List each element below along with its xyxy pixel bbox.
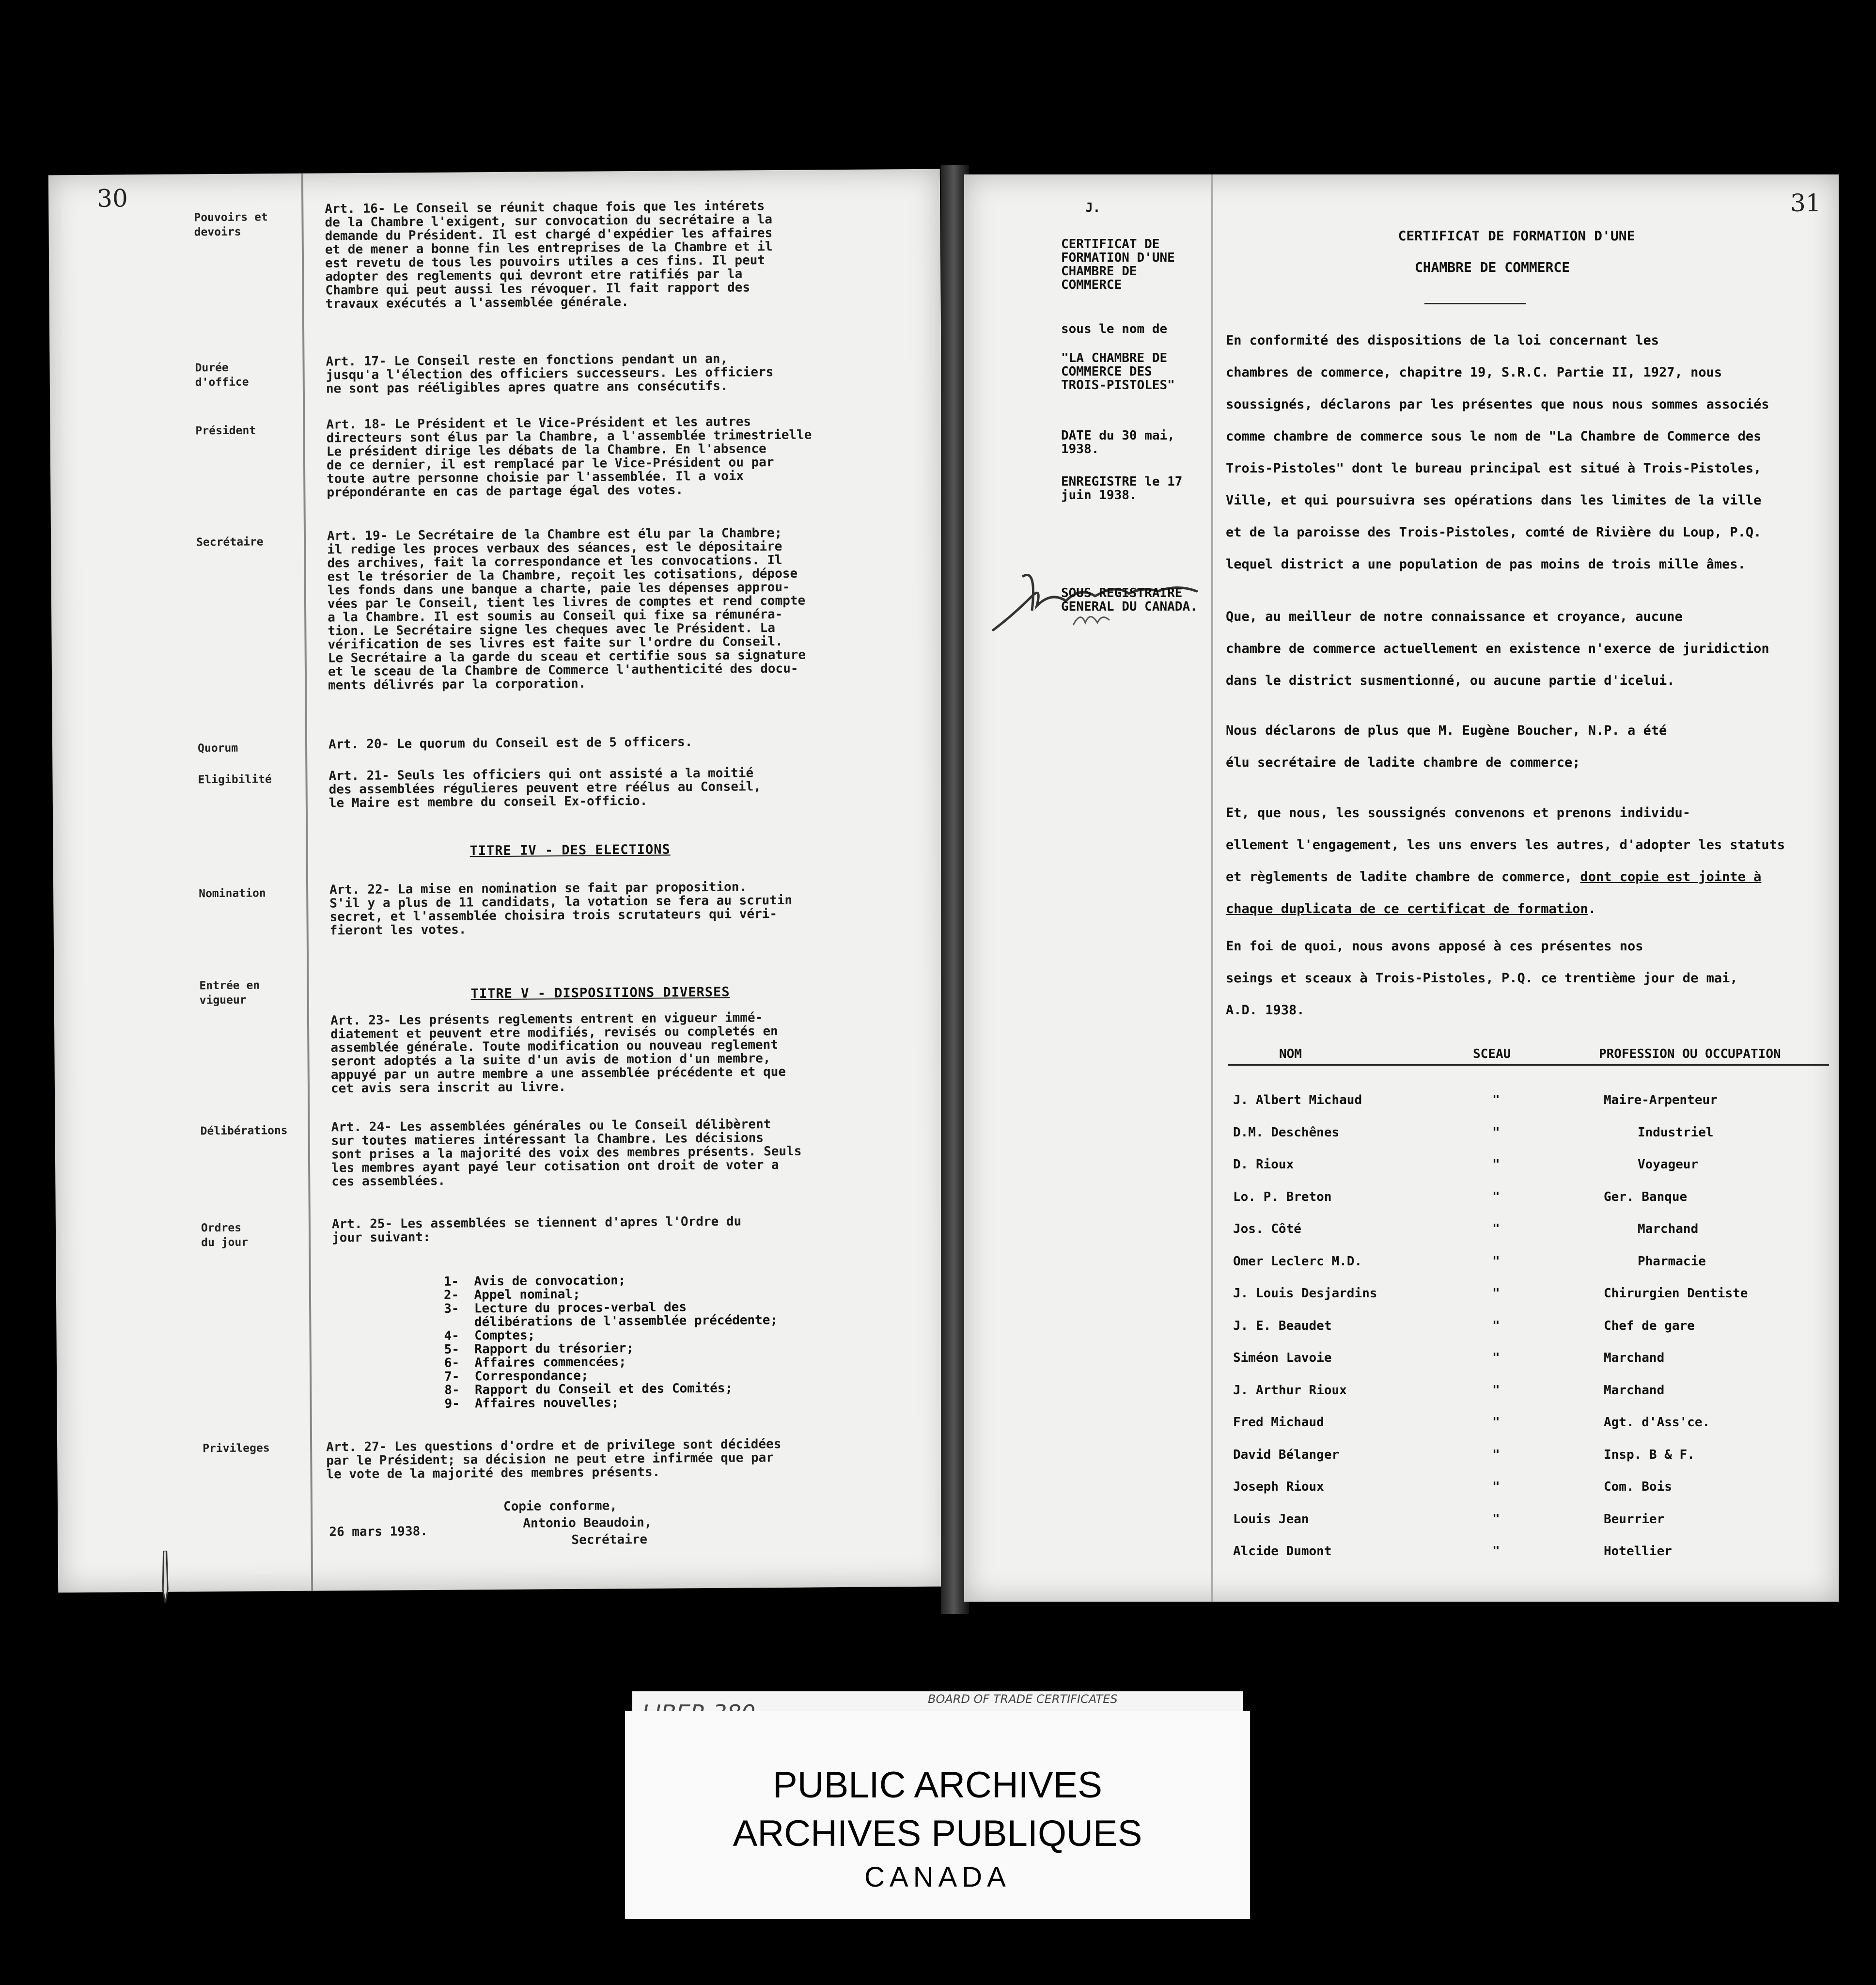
margin-label-president: Président xyxy=(195,424,256,438)
member-profession: Ger. Banque xyxy=(1604,1189,1688,1204)
margin-label-quorum: Quorum xyxy=(197,741,238,755)
member-seal: " xyxy=(1492,1447,1500,1462)
margin-label-pouvoirs: Pouvoirs et devoirs xyxy=(194,211,268,239)
table-row xyxy=(1228,1415,1858,1434)
initials-mark xyxy=(1071,606,1119,630)
table-row xyxy=(1228,1544,1858,1563)
agenda-item: 2- Appel nominal; xyxy=(443,1287,580,1303)
margin-label-secretaire: Secrétaire xyxy=(196,536,264,549)
member-profession: Com. Bois xyxy=(1604,1480,1672,1494)
member-profession: Voyageur xyxy=(1638,1157,1699,1172)
article-22: Art. 22- La mise en nomination se fait par proposition. S'il y a plus de 11 candidats, la votation se fera au scrutin secret, et l'assemblée choisira trois scrutateurs qui véri- fieront les votes. xyxy=(329,880,793,938)
header-nom: NOM xyxy=(1279,1047,1302,1061)
member-seal: " xyxy=(1492,1157,1500,1172)
margin-label-duree: Durée d'office xyxy=(195,361,249,389)
member-name: Lo. P. Breton xyxy=(1233,1189,1332,1204)
agenda-item: 8- Rapport du Conseil et des Comités; xyxy=(444,1381,733,1398)
certificate-heading-2: CHAMBRE DE COMMERCE xyxy=(1414,259,1570,275)
table-row xyxy=(1228,1286,1858,1306)
copie-conforme: Copie conforme, xyxy=(503,1498,617,1514)
margin-label-privileges: Privileges xyxy=(203,1442,270,1455)
side-date: DATE du 30 mai, 1938. xyxy=(1061,428,1175,457)
member-name: Louis Jean xyxy=(1233,1512,1309,1527)
table-row xyxy=(1228,1190,1858,1209)
article-18: Art. 18- Le Président et le Vice-Président et les autres directeurs sont élus par la Chambre, a l'assemblée trimestrielle Le président dirige les débats de la Chambre. En l'absence de ce dernier, il est remplacé par le Vice-Président ou par toute autre personne choisie par l'assemblée. Il a voix prépondérante en cas de partage égal des votes. xyxy=(326,414,812,500)
table-row xyxy=(1228,1319,1858,1338)
article-17: Art. 17- Le Conseil reste en fonctions pendant un an, jusqu'a l'élection des officiers successeurs. Les officiers ne sont pas rééligibles apres quatre ans consécutifs. xyxy=(326,351,774,396)
pen-icon xyxy=(155,1551,175,1604)
member-profession: Industriel xyxy=(1638,1125,1714,1140)
members-table xyxy=(1228,1093,1858,1577)
agenda-item: délibérations de l'assemblée précédente; xyxy=(444,1313,778,1330)
member-seal: " xyxy=(1492,1512,1500,1527)
paragraph-connaissance: Que, au meilleur de notre connaissance et croyance, aucune chambre de commerce actuellement en existence n'exerce de juridiction dans le district susmentionné, ou aucune partie d'icelui. xyxy=(1226,609,1769,688)
member-name: Joseph Rioux xyxy=(1233,1480,1324,1494)
member-seal: " xyxy=(1492,1318,1500,1333)
article-16: Art. 16- Le Conseil se réunit chaque fois que les intérets de la Chambre l'exigent, sur convocation du secrétaire a la demande du Président. Il est chargé d'expédier les affaires et de mener a bonne fin les entreprises de la Chambre et il est revetu de tous les pouvoirs utiles a ces fins. Il peut adopter des reglements qui devront etre ratifiés par la Chambre qui peut aussi les révoquer. Il fait rapport des travaux exécutés a l'assemblée générale. xyxy=(325,199,773,312)
table-row xyxy=(1228,1125,1858,1145)
article-24: Art. 24- Les assemblées générales ou le Conseil délibèrent sur toutes matieres intéressant la Chambre. Les décisions sont prises a la majorité des voix des membres présents. Seuls les membres ayant payé leur cotisation ont droit de voter a ces assemblées. xyxy=(331,1117,802,1189)
member-name: J. E. Beaudet xyxy=(1233,1318,1332,1333)
agenda-item: 4- Comptes; xyxy=(444,1328,535,1343)
left-page xyxy=(48,169,950,1593)
member-seal: " xyxy=(1492,1415,1500,1430)
member-seal: " xyxy=(1492,1544,1500,1559)
side-certificate-title: CERTIFICAT DE FORMATION D'UNE CHAMBRE DE COMMERCE xyxy=(1061,237,1175,292)
title-v: TITRE V - DISPOSITIONS DIVERSES xyxy=(470,984,730,1002)
page-number-right: 31 xyxy=(1790,189,1821,217)
table-row xyxy=(1228,1351,1858,1370)
table-header-rule xyxy=(1228,1064,1829,1066)
member-profession: Maire-Arpenteur xyxy=(1604,1093,1718,1107)
side-enregistre: ENREGISTRE le 17 juin 1938. xyxy=(1061,474,1183,503)
agenda-item: 1- Avis de convocation; xyxy=(443,1273,626,1289)
member-profession: Marchand xyxy=(1604,1351,1665,1365)
member-profession: Marchand xyxy=(1604,1383,1665,1398)
paragraph-secretaire: Nous déclarons de plus que M. Eugène Boucher, N.P. a été élu secrétaire de ladite chambre de commerce; xyxy=(1226,723,1667,770)
member-profession: Beurrier xyxy=(1604,1512,1665,1527)
table-row xyxy=(1228,1448,1858,1467)
margin-label-ordres: Ordres du jour xyxy=(201,1221,249,1249)
table-row xyxy=(1228,1157,1858,1177)
agenda-item: 6- Affaires commencées; xyxy=(444,1355,626,1371)
member-name: Jos. Côté xyxy=(1233,1222,1301,1236)
archive-label-english: PUBLIC ARCHIVES xyxy=(773,1764,1102,1806)
header-sceau: SCEAU xyxy=(1473,1047,1511,1061)
article-19: Art. 19- Le Secrétaire de la Chambre est élu par la Chambre; il redige les proces verbaux des séances, est le dépositaire des archives, fait la correspondance et les convocations. Il est le trésorier de la Chambre, reçoit les cotisations, dépose les fonds dans une banque a charte, paie les dépenses approu- vées par le Conseil, tient les livres de comptes et rend compte a la Chambre. Il est soumis au Conseil qui fixe sa rémunéra- tion. Le Secrétaire signe les cheques avec le Président. La vérification de ses livres est faite sur l'ordre du Conseil. Le Secrétaire a la garde du sceau et certifie sous sa signature et le sceau de la Chambre de Commerce l'authenticité des docu- ments délivrés par la corporation. xyxy=(327,525,806,693)
member-seal: " xyxy=(1492,1383,1500,1398)
margin-label-entree: Entrée en vigueur xyxy=(199,979,260,1007)
article-23: Art. 23- Les présents reglements entrent en vigueur immé- diatement et peuvent etre modifiés, revisés ou completés en assemblée générale. Toute modification ou nouveau reglement seront adoptés a la suite d'un avis de motion d'un membre, appuyé par un autre membre a une assemblée précédente et que cet avis sera inscrit au livre. xyxy=(330,1010,786,1096)
member-name: J. Arthur Rioux xyxy=(1233,1383,1347,1398)
table-row xyxy=(1228,1512,1858,1531)
certificate-heading-1: CERTIFICAT DE FORMATION D'UNE xyxy=(1398,228,1635,244)
member-profession: Chef de gare xyxy=(1604,1318,1695,1333)
margin-label-nomination: Nomination xyxy=(199,887,266,900)
member-name: J. Albert Michaud xyxy=(1233,1093,1362,1107)
table-row xyxy=(1228,1383,1858,1402)
member-name: David Bélanger xyxy=(1233,1447,1340,1462)
agenda-item: 3- Lecture du proces-verbal des xyxy=(444,1300,687,1316)
tab-note-certificates: BOARD OF TRADE CERTIFICATES xyxy=(928,1692,1118,1706)
member-profession: Hotellier xyxy=(1604,1544,1672,1559)
member-name: Siméon Lavoie xyxy=(1233,1351,1332,1365)
member-name: D.M. Deschênes xyxy=(1233,1125,1340,1140)
agenda-item: 5- Rapport du trésorier; xyxy=(444,1341,634,1357)
engagement-text: Et, que nous, les soussignés convenons et prenons individu- ellement l'engagement, les uns envers les autres, d'adopter les statuts et règlements de ladite chambre de commerce, xyxy=(1226,805,1785,884)
engagement-underlined: dont copie est jointe à chaque duplicata de ce certificat de formation xyxy=(1226,869,1762,916)
member-seal: " xyxy=(1492,1093,1500,1107)
table-row xyxy=(1228,1480,1858,1499)
closing-date: 26 mars 1938. xyxy=(329,1524,428,1540)
margin-label-deliberations: Délibérations xyxy=(200,1124,288,1138)
member-profession: Pharmacie xyxy=(1638,1254,1706,1269)
article-25: Art. 25- Les assemblées se tiennent d'apres l'Ordre du jour suivant: xyxy=(331,1214,742,1245)
side-registrar: SOUS REGISTRAIRE GENERAL DU CANADA. xyxy=(1061,586,1198,614)
member-seal: " xyxy=(1492,1125,1500,1140)
agenda-item: 7- Correspondance; xyxy=(444,1368,589,1384)
paragraph-engagement xyxy=(1226,797,1785,925)
archive-label xyxy=(625,1711,1250,1919)
member-profession: Insp. B & F. xyxy=(1604,1447,1695,1462)
agenda-list xyxy=(444,1273,779,1411)
side-chamber-name: "LA CHAMBRE DE COMMERCE DES TROIS-PISTOLES" xyxy=(1061,351,1175,393)
member-name: Omer Leclerc M.D. xyxy=(1233,1254,1362,1269)
member-profession: Agt. d'Ass'ce. xyxy=(1604,1415,1710,1430)
member-seal: " xyxy=(1492,1480,1500,1494)
margin-label-eligibilite: Eligibilité xyxy=(198,773,272,787)
table-row xyxy=(1228,1254,1858,1274)
side-sous-nom: sous le nom de xyxy=(1061,322,1168,336)
side-letter: J. xyxy=(1085,201,1101,215)
archive-label-country: CANADA xyxy=(864,1861,1011,1893)
signatory-role: Secrétaire xyxy=(571,1532,648,1547)
member-name: Fred Michaud xyxy=(1233,1415,1324,1430)
member-seal: " xyxy=(1492,1189,1500,1204)
table-row xyxy=(1228,1093,1858,1112)
engagement-end: . xyxy=(1588,901,1596,916)
member-name: Alcide Dumont xyxy=(1233,1544,1332,1559)
heading-rule xyxy=(1424,303,1526,304)
member-seal: " xyxy=(1492,1286,1500,1301)
paragraph-en-foi: En foi de quoi, nous avons apposé à ces présentes nos seings et sceaux à Trois-Pistoles, P.Q. ce trentième jour de mai, A.D. 1938. xyxy=(1226,939,1738,1018)
margin-rule-right xyxy=(1211,174,1213,1602)
member-profession: Chirurgien Dentiste xyxy=(1604,1286,1748,1301)
title-iv: TITRE IV - DES ELECTIONS xyxy=(469,842,671,859)
article-27: Art. 27- Les questions d'ordre et de privilege sont décidées par le Président; sa décision ne peut etre infirmée que par le vote de la majorité des membres présents. xyxy=(326,1436,782,1482)
article-20: Art. 20- Le quorum du Conseil est de 5 officers. xyxy=(328,735,693,752)
archive-label-french: ARCHIVES PUBLIQUES xyxy=(733,1813,1142,1854)
right-page xyxy=(964,174,1839,1602)
member-name: D. Rioux xyxy=(1233,1157,1294,1172)
table-row xyxy=(1228,1222,1858,1241)
header-profession: PROFESSION OU OCCUPATION xyxy=(1599,1047,1781,1061)
agenda-item: 9- Affaires nouvelles; xyxy=(444,1395,619,1411)
member-name: J. Louis Desjardins xyxy=(1233,1286,1377,1301)
member-seal: " xyxy=(1492,1254,1500,1269)
member-seal: " xyxy=(1492,1351,1500,1365)
page-number-left: 30 xyxy=(96,184,128,213)
margin-rule xyxy=(301,173,313,1591)
paragraph-conformite: En conformité des dispositions de la loi concernant les chambres de commerce, chapitre 19, S.R.C. Partie II, 1927, nous soussignés, déclarons par les présentes que nous nous sommes associés comme chambre de commerce sous le nom de "La Chambre de Commerce des Trois-Pistoles" dont le bureau principal est situé à Trois-Pistoles, Ville, et qui poursuivra ses opérations dans les limites de la ville et de la paroisse des Trois-Pistoles, comté de Rivière du Loup, P.Q. lequel district a une population de pas moins de trois mille âmes. xyxy=(1226,333,1769,572)
member-profession: Marchand xyxy=(1638,1222,1699,1236)
signatory-name: Antonio Beaudoin, xyxy=(523,1515,652,1531)
member-seal: " xyxy=(1492,1222,1500,1236)
article-21: Art. 21- Seuls les officiers qui ont assisté a la moitié des assemblées régulieres peuvent etre réélus au Conseil, le Maire est membre du conseil Ex-officio. xyxy=(328,766,762,811)
